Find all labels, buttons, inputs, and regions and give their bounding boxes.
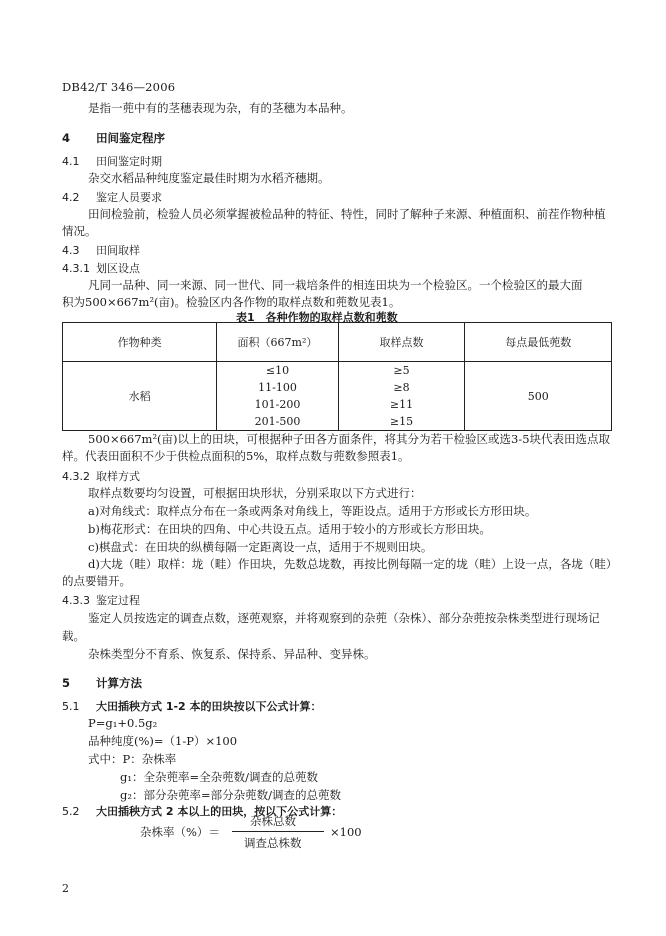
section-4-2-heading: 4.2 鉴定人员要求 bbox=[62, 191, 162, 204]
table-header-area: 面积（667m²） bbox=[217, 323, 338, 362]
table-area-value: ≤10 bbox=[265, 364, 290, 377]
table-1-caption: 表1 各种作物的取样点数和蔸数 bbox=[236, 311, 398, 324]
section-4-1-text: 杂交水稻品种纯度鉴定最佳时期为水稻齐穗期。 bbox=[88, 171, 330, 185]
table-cell-areas bbox=[217, 362, 338, 431]
table-header-crop: 作物种类 bbox=[63, 323, 217, 362]
section-4-3-1-heading: 4.3.1 划区设点 bbox=[62, 262, 140, 275]
formula-denominator: 调查总株数 bbox=[244, 836, 302, 850]
intro-line: 是指一蔸中有的茎穗表现为杂，有的茎穗为本品种。 bbox=[88, 101, 353, 115]
table-points-value: ≥5 bbox=[393, 364, 410, 377]
sampling-method-b: b)梅花形式：在田块的四角、中心共设五点。适用于较小的方形或长方形田块。 bbox=[88, 522, 491, 536]
section-4-3-1-text-line2: 积为500×667m²(亩)。检验区内各作物的取样点数和蔸数见表1。 bbox=[62, 295, 401, 309]
section-5-1-heading: 5.1 大田插秧方式 1-2 本的田块按以下公式计算： bbox=[62, 700, 322, 713]
table-points-value: ≥8 bbox=[393, 381, 410, 394]
table-points-value: ≥15 bbox=[389, 415, 414, 428]
formula-lhs: 杂株率（%）＝ bbox=[140, 825, 220, 839]
table-points-value: ≥11 bbox=[389, 398, 414, 411]
fraction-bar bbox=[232, 831, 324, 832]
table-header-min: 每点最低蔸数 bbox=[465, 323, 612, 362]
page-number: 2 bbox=[62, 882, 69, 895]
formula-purity: 品种纯度(%)=（1-P）×100 bbox=[88, 734, 238, 748]
table-cell-crop: 水稻 bbox=[63, 362, 217, 431]
formula-rhs: ×100 bbox=[330, 825, 362, 839]
section-4-3-1-text-line1: 凡同一品种、同一来源、同一世代、同一栽培条件的相连田块为一个检验区。一个检验区的最大面 bbox=[88, 278, 583, 292]
section-5-2-heading: 5.2 大田插秧方式 2 本以上的田块，按以下公式计算： bbox=[62, 805, 343, 818]
section-4-3-3-heading: 4.3.3 鉴定过程 bbox=[62, 594, 140, 607]
off-type-categories: 杂株类型分不育系、恢复系、保持系、异品种、变异株。 bbox=[88, 647, 376, 661]
formula-p: P=g₁+0.5g₂ bbox=[88, 716, 158, 730]
section-5-heading: 5 计算方法 bbox=[62, 676, 142, 690]
section-4-3-2-heading: 4.3.2 取样方式 bbox=[62, 470, 140, 483]
table-1 bbox=[62, 322, 612, 431]
section-4-heading: 4 田间鉴定程序 bbox=[62, 131, 165, 145]
section-4-2-text: 田间检验前，检验人员必须掌握被检品种的特征、特性，同时了解种子来源、种植面积、前茬作物种植情况。 bbox=[62, 207, 606, 238]
after-table-text: 500×667m²(亩)以上的田块，可根据种子田各方面条件，将其分为若干检验区或选3-5块代表田选点取样。代表田面积不少于供检点面积的5%，取样点数与蔸数参照表1。 bbox=[62, 432, 611, 463]
table-cell-points bbox=[338, 362, 465, 431]
sampling-method-d: d)大垅（畦）取样：垅（畦）作田块，先数总垅数，再按比例每隔一定的垅（畦）上设一点，各垅（畦）的点要错开。 bbox=[62, 557, 612, 588]
table-area-value: 201-500 bbox=[254, 415, 301, 428]
table-header-points: 取样点数 bbox=[338, 323, 465, 362]
section-4-3-heading: 4.3 田间取样 bbox=[62, 244, 140, 257]
document-id: DB42/T 346—2006 bbox=[62, 80, 176, 94]
section-4-1-heading: 4.1 田间鉴定时期 bbox=[62, 155, 162, 168]
table-cell-min: 500 bbox=[465, 362, 612, 431]
formula-g1: g₁：全杂蔸率=全杂蔸数/调查的总蔸数 bbox=[120, 770, 318, 784]
sampling-method-a: a)对角线式：取样点分布在一条或两条对角线上，等距设点。适用于方形或长方形田块。 bbox=[88, 504, 537, 518]
table-area-value: 101-200 bbox=[254, 398, 301, 411]
formula-where: 式中：P：杂株率 bbox=[88, 752, 177, 766]
section-4-3-2-intro: 取样点数要均匀设置，可根据田块形状，分别采取以下方式进行： bbox=[88, 486, 422, 500]
formula-numerator: 杂株总数 bbox=[250, 814, 296, 828]
table-area-value: 11-100 bbox=[258, 381, 297, 394]
sampling-method-c: c)棋盘式：在田块的纵横每隔一定距离设一点，适用于不规则田块。 bbox=[88, 540, 433, 554]
formula-g2: g₂：部分杂蔸率=部分杂蔸数/调查的总蔸数 bbox=[120, 788, 341, 802]
section-4-3-3-text: 鉴定人员按选定的调查点数，逐蔸观察，并将观察到的杂蔸（杂株）、部分杂蔸按杂株类型进行现场记载。 bbox=[62, 611, 600, 643]
